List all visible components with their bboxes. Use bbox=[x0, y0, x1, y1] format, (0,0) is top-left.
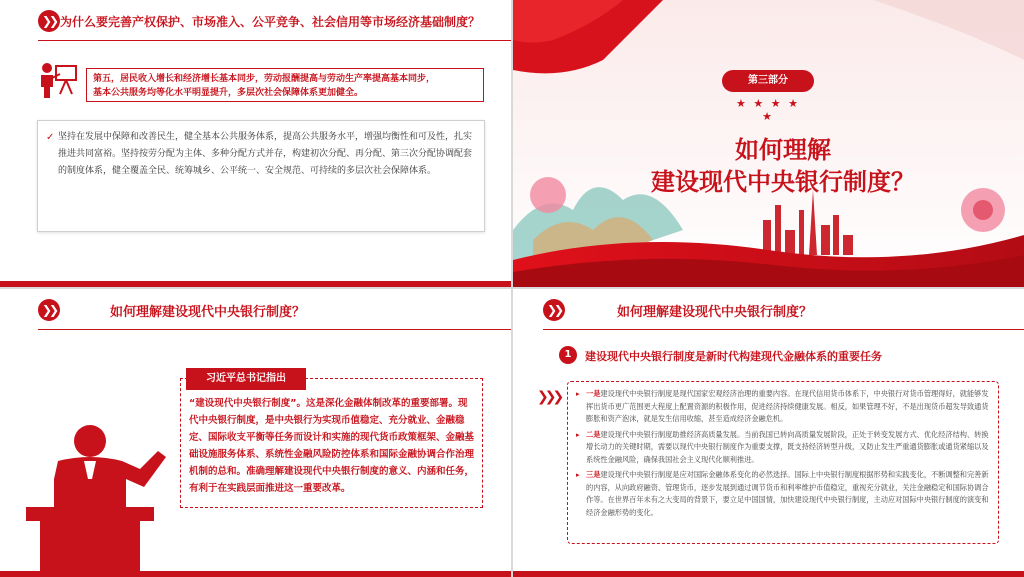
key-point-line-2: 基本公共服务均等化水平明显提升，多层次社会保障体系更加健全。 bbox=[93, 88, 364, 98]
slide-4[interactable] bbox=[513, 289, 1024, 577]
point-text: 坚持在发展中保障和改善民生，健全基本公共服务体系，提高公共服务水平，增强均衡性和可及性，扎实推进共同富裕。坚持按劳分配为主体、多种分配方式并存，构建初次分配、再分配、第三次分配协调配套的制度体系，健全覆盖全民、统筹城乡、公平统一、安全规范、可持续的多层次社会保障体系。 bbox=[58, 132, 473, 176]
heading-divider bbox=[38, 40, 511, 41]
slide-3-heading: 如何理解建设现代中央银行制度？ bbox=[110, 305, 306, 320]
item-text: 建设现代中央银行制度助推经济高质量发展。当前我国已转向高质量发展阶段，正处于转变发展方式、优化经济结构、转换增长动力的关键时期，需要以现代中央银行制度作为重要支撑，既支持经济转型升级，又防止发生严重通货膨胀或通货紧缩以及系统性金融风险，确保我国社会主义现代化顺利推进。 bbox=[586, 429, 989, 464]
item-lead: 一是 bbox=[586, 389, 601, 398]
star-icons: ★ ★ ★ ★ ★ bbox=[736, 97, 800, 123]
item-lead: 二是 bbox=[586, 429, 601, 439]
key-point-line-1: 第五，居民收入增长和经济增长基本同步，劳动报酬提高与劳动生产率提高基本同步， bbox=[93, 74, 436, 84]
slide-4-heading: 如何理解建设现代中央银行制度？ bbox=[617, 305, 813, 320]
chevron-right-icon: ❯❯ bbox=[38, 10, 60, 32]
item-text: 建设现代中央银行制度是应对国际金融体系变化的必然选择。国际上中央银行制度根据形势和实践变化，不断调整和完善新的内容，从向政府融资、管理货币，逐步发展到通过调节货币和利率维护币值稳定，重视充分就业，关注金融稳定和国际协调合作等。在世界百年未有之大变局的背景下，要立足中国国情，加快建设现代中央银行制度，主动应对国际中央银行制度的演变和经济金融形势的变化。 bbox=[586, 470, 989, 517]
chevron-right-icon: ❯❯ bbox=[543, 299, 565, 321]
arrow-icons: ❯❯❯ bbox=[537, 389, 561, 405]
slide-3[interactable] bbox=[0, 289, 511, 577]
item-text: 建设现代中央银行制度是现代国家宏观经济治理的重要内容。在现代信用货币体系下，中央银行对货币管理得好，就能够发挥出货币更广范围更大程度上配置资源的积极作用，促进经济持续健康发展。相反，如果管理不好，不是出现货币超发导致通货膨胀和资产泡沫，就是发生信用收缩，甚至造成经济金融危机。 bbox=[586, 389, 989, 423]
triangle-bullet-icon: ▸ bbox=[576, 429, 580, 439]
cover-title-line-1: 如何理解 bbox=[735, 136, 831, 164]
item-lead: 三是 bbox=[586, 470, 601, 479]
key-point-box bbox=[86, 68, 484, 102]
list-item bbox=[576, 388, 990, 426]
bottom-bar bbox=[513, 571, 1024, 577]
quote-text: “建设现代中央银行制度”。这是深化金融体制改革的重要部署。现代中央银行制度，是中央银行为实现币值稳定、充分就业、金融稳定、国际收支平衡等任务而设计和实施的现代货币政策框架、金融基础设施服务体系、系统性金融风险防控体系和国际金融协调合作治理机制的总和。准确理解建设现代中央银行制度的意义、内涵和任务，有利于在实践层面推进这一重要改革。 bbox=[189, 398, 475, 494]
part-badge: 第三部分 bbox=[722, 70, 814, 92]
triangle-bullet-icon: ▸ bbox=[576, 470, 580, 479]
chevron-right-icon: ❯❯ bbox=[38, 299, 60, 321]
section-number: 1 bbox=[559, 346, 577, 364]
slide-1-heading: 为什么要完善产权保护、市场准入、公平竞争、社会信用等市场经济基础制度？ bbox=[60, 15, 481, 29]
list-item bbox=[576, 429, 990, 467]
bottom-bar bbox=[0, 281, 511, 287]
check-icon: ✓ bbox=[46, 132, 55, 143]
triangle-bullet-icon: ▸ bbox=[576, 389, 580, 398]
point-box bbox=[37, 120, 485, 232]
bottom-bar bbox=[0, 571, 511, 577]
points-list bbox=[567, 381, 999, 544]
list-item bbox=[576, 469, 990, 519]
slide-1[interactable] bbox=[0, 0, 511, 287]
heading-divider bbox=[543, 329, 1024, 330]
slide-2[interactable] bbox=[513, 0, 1024, 287]
cover-title-line-2: 建设现代中央银行制度？ bbox=[651, 168, 915, 196]
heading-divider bbox=[38, 329, 511, 330]
section-subtitle: 建设现代中央银行制度是新时代构建现代金融体系的重要任务 bbox=[585, 350, 882, 363]
teacher-icon bbox=[38, 60, 78, 100]
quote-box bbox=[180, 378, 483, 508]
speaker-at-podium-icon bbox=[20, 399, 170, 574]
quote-tag: 习近平总书记指出 bbox=[186, 368, 306, 390]
